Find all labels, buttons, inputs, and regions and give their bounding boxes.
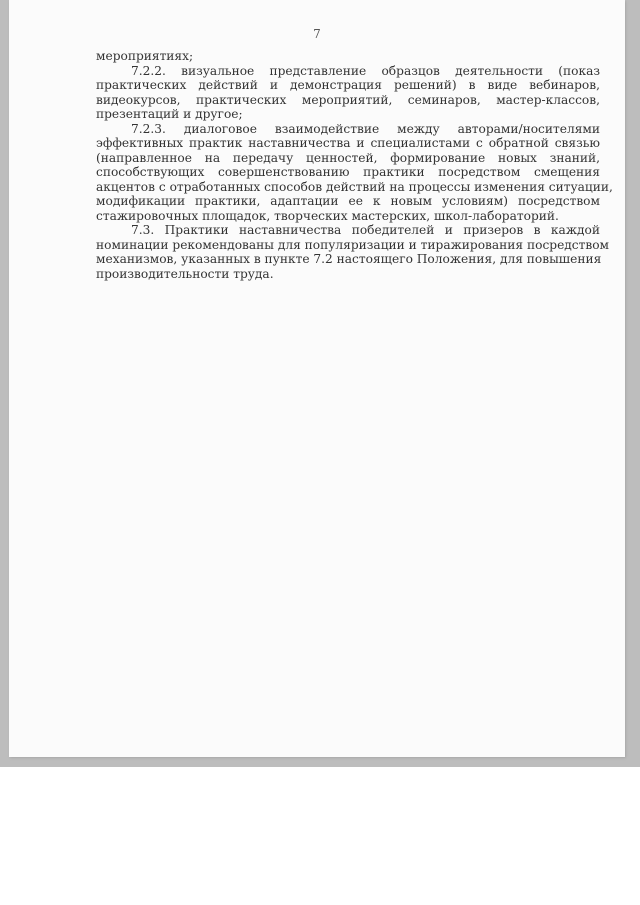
paragraph: [96, 64, 600, 122]
page-number: 7: [313, 27, 321, 41]
text-line: модификации практики, адаптации ее к новым условиям) посредством: [96, 194, 600, 208]
paragraph: [96, 121, 613, 224]
text-line: номинации рекомендованы для популяризации и тиражирования посредством: [96, 237, 610, 252]
text-line: акцентов с отработанных способов действий на процессы изменения ситуации,: [96, 179, 613, 194]
text-line: стажировочных площадок, творческих мастерских, школ-лабораторий.: [96, 208, 559, 223]
text-line: презентаций и другое;: [96, 107, 243, 121]
text-line: 7.2.2. визуальное представление образцов деятельности (показ: [131, 63, 600, 78]
text-line: производительности труда.: [96, 266, 274, 281]
text-line: механизмов, указанных в пункте 7.2 настоящего Положения, для повышения: [96, 252, 602, 266]
text-line: мероприятиях;: [96, 49, 194, 63]
text-line: способствующих совершенствованию практики посредством смещения: [96, 165, 600, 179]
text-line: видеокурсов, практических мероприятий, семинаров, мастер-классов,: [96, 92, 600, 107]
text-line: практических действий и демонстрация решений) в виде вебинаров,: [96, 78, 600, 92]
text-line: 7.2.3. диалоговое взаимодействие между авторами/носителями: [131, 121, 600, 136]
text-line: 7.3. Практики наставничества победителей и призеров в каждой: [131, 223, 600, 237]
text-line: (направленное на передачу ценностей, формирование новых знаний,: [96, 150, 600, 165]
paragraph: [96, 223, 610, 281]
paragraph: [96, 49, 600, 64]
document-page: [9, 0, 625, 757]
document-body: [96, 49, 613, 281]
text-line: эффективных практик наставничества и специалистами с обратной связью: [96, 136, 600, 150]
